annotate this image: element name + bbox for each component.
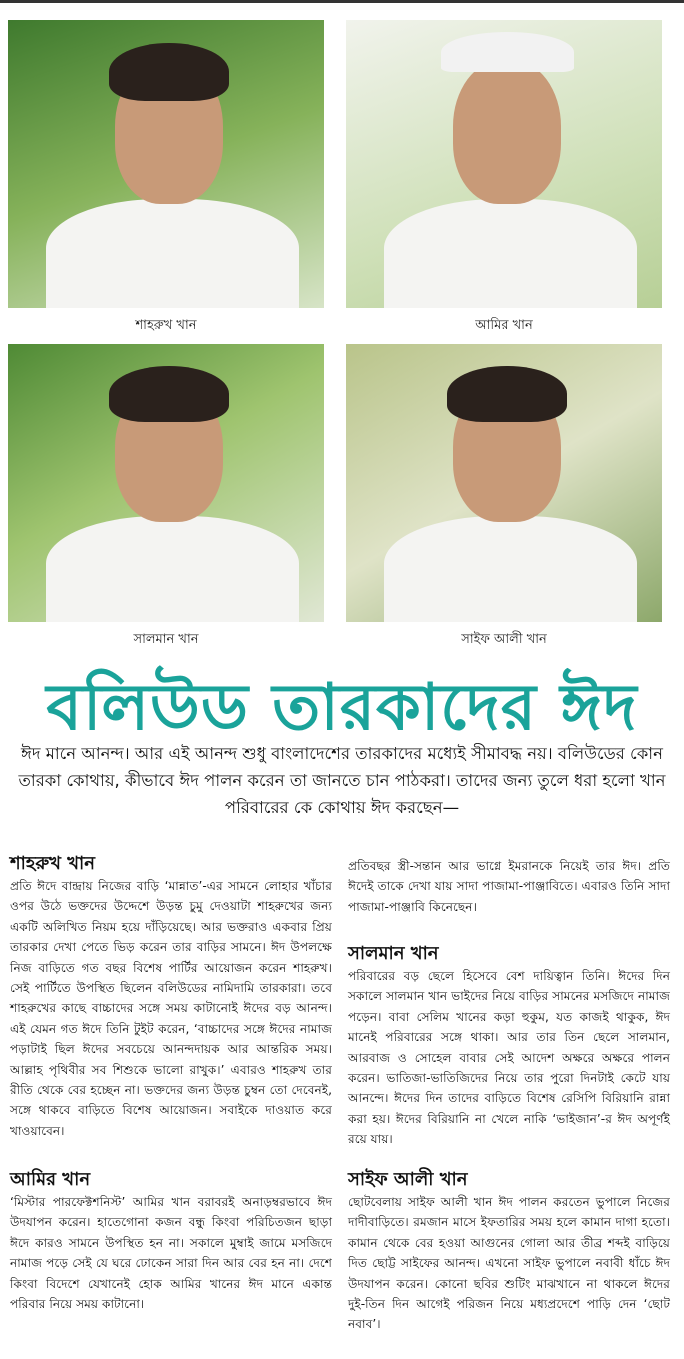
section-salman: [348, 942, 670, 1150]
photo-saif-ali-khan: [346, 344, 662, 622]
photo-aamir-khan: [346, 20, 662, 308]
photo-shahrukh-khan: [8, 20, 324, 308]
photo-figure-face: [453, 60, 560, 204]
section-body: ছোটবেলায় সাইফ আলী খান ঈদ পালন করতেন ভুপালে নিজের দাদীবাড়িতে। রমজান মাসে ইফতারির সময় হলে কামান দাগা হতো। কামান থেকে বের হওয়া আগুনের গোলা আর তীব্র শব্দই বাড়িয়ে দিত ছোট্ট সাইফের আনন্দ। এখনো সাইফ ভুপালে নবাবী ধাঁচে ঈদ উদযাপন করেন। কোনো ছবির শুটিং মাঝখানে না থাকলে ঈদের দুই-তিন দিন আগেই পরিজন নিয়ে মধ্যপ্রদেশে পাড়ি দেন ‘ছোট নবাব’।: [348, 1195, 670, 1332]
article-headline: বলিউড তারকাদের ঈদ: [46, 671, 638, 745]
photo-figure-cap: [441, 32, 574, 72]
section-body: প্রতি ঈদে বান্দ্রায় নিজের বাড়ি ‘মান্নাত’-এর সামনে লোহার খাঁচার ওপর উঠে ভক্তদের উদ্দেশে উড়ন্ত চুমু দেওয়াটা শাহরুখের জন্য একটি অলিখিত নিয়ম হয়ে দাঁড়িয়েছে। আর ভক্তরাও একবার প্রিয় তারকার দেখা পেতে ভিড় করেন তার বাড়ির সামনে। ঈদ উপলক্ষে নিজ বাড়িতে গত বছর বিশেষ পার্টির আয়োজন করেন শাহরুখ। সেই পার্টিতে উপস্থিত ছিলেন বলিউডের নামিদামি তারকারা। তবে শাহরুখের কাছে বাচ্চাদের সঙ্গে সময় কাটানোই ঈদের বড় আনন্দ। এই যেমন গত ঈদে তিনি টুইট করেন, ‘বাচ্চাদের সঙ্গে ঈদের নামাজ পড়াটাই ছিল ঈদের সবচেয়ে আনন্দদায়ক আর আন্তরিক সময়। আল্লাহ পৃথিবীর সব শিশুকে ভালো রাখুক।’ এবারও শাহরুখ তার রীতি থেকে বের হচ্ছেন না। ভক্তদের জন্য উড়ন্ত চুম্বন তো দেবেনই, সঙ্গে থাকবে বাড়িতে বিশেষ আয়োজন। সবাইকে দাওয়াত করে খাওয়াবেন।: [10, 879, 332, 1138]
photo-figure-shirt: [384, 516, 637, 622]
photo-caption-aamir: আমির খান: [475, 318, 533, 333]
photo-figure-shirt: [46, 516, 299, 622]
photo-figure-shirt: [384, 199, 637, 308]
section-aamir: [10, 1168, 332, 1314]
section-shahrukh: [10, 852, 332, 1141]
photo-salman-khan: [8, 344, 324, 622]
section-heading: আমির খান: [10, 1169, 91, 1190]
section-body: পরিবারের বড় ছেলে হিসেবে বেশ দায়িত্বান তিনি। ঈদের দিন সকালে সালমান খান ভাইদের নিয়ে বাড়ির সামনের মসজিদে নামাজ পড়েন। বাবা সেলিম খানের কড়া হুকুম, যত কাজই থাকুক, ঈদ মানেই পরিবারের সঙ্গে থাকা। আর তার তিন ছেলে সালমান, আরবাজ ও সোহেল বাবার সেই আদেশ অক্ষরে অক্ষরে পালন করেন। ভাতিজা-ভাতিজিদের নিয়ে তার পুরো দিনটাই কেটে যায় আনন্দে। ঈদের দিন তাদের বাড়িতে বিশেষ রেসিপি বিরিয়ানি রান্না করা হয়। ঈদের বিরিয়ানি না খেলে নাকি ‘ভাইজান’-র ঈদ অপূর্ণই রয়ে যায়।: [348, 969, 670, 1147]
section-body-continued: প্রতিবছর স্ত্রী-সন্তান আর ভাগ্নে ইমরানকে নিয়েই তার ঈদ। প্রতি ঈদেই তাকে দেখা যায় সাদা পাজামা-পাঞ্জাবিতে। এবারও তিনি সাদা পাজামা-পাঞ্জাবি কিনেছেন।: [348, 859, 670, 914]
section-saif: [348, 1168, 670, 1335]
top-rule: [0, 0, 684, 3]
photo-figure-hair: [109, 43, 229, 101]
photo-caption-salman: সালমান খান: [133, 632, 199, 647]
photo-figure-shirt: [46, 199, 299, 308]
photo-caption-shahrukh: শাহরুখ খান: [135, 318, 197, 333]
section-heading: সালমান খান: [348, 943, 439, 964]
photo-figure-hair: [447, 366, 567, 422]
article-intro: ঈদ মানে আনন্দ। আর এই আনন্দ শুধু বাংলাদেশের তারকাদের মধ্যেই সীমাবদ্ধ নয়। বলিউডের কোন তারকা কোথায়, কীভাবে ঈদ পালন করেন তা জানতে চান পাঠকরা। তাদের জন্য তুলে ধরা হলো খান পরিবারের কে কোথায় ঈদ করছেন—: [18, 744, 666, 817]
photo-caption-saif: সাইফ আলী খান: [461, 632, 547, 647]
section-body: ‘মিস্টার পারফেক্টশনিস্ট’ আমির খান বরাবরই অনাড়ম্বরভাবে ঈদ উদযাপন করেন। হাতেগোনা কজন বন্ধু কিংবা পরিচিতজন ছাড়া ঈদে কারও সামনে উপস্থিত হন না। সকালে মুম্বাই জামে মসজিদে নামাজ পড়ে সেই যে ঘরে ঢোকেন সারা দিন আর বের হন না। দেশে কিংবা বিদেশে যেখানেই হোক আমির খানের ঈদ মানে একান্ত পরিবার নিয়ে সময় কাটানো।: [10, 1195, 332, 1312]
photo-figure-hair: [109, 366, 229, 422]
section-heading: সাইফ আলী খান: [348, 1169, 468, 1190]
section-aamir-continued: [348, 856, 670, 917]
section-heading: শাহরুখ খান: [10, 853, 96, 874]
